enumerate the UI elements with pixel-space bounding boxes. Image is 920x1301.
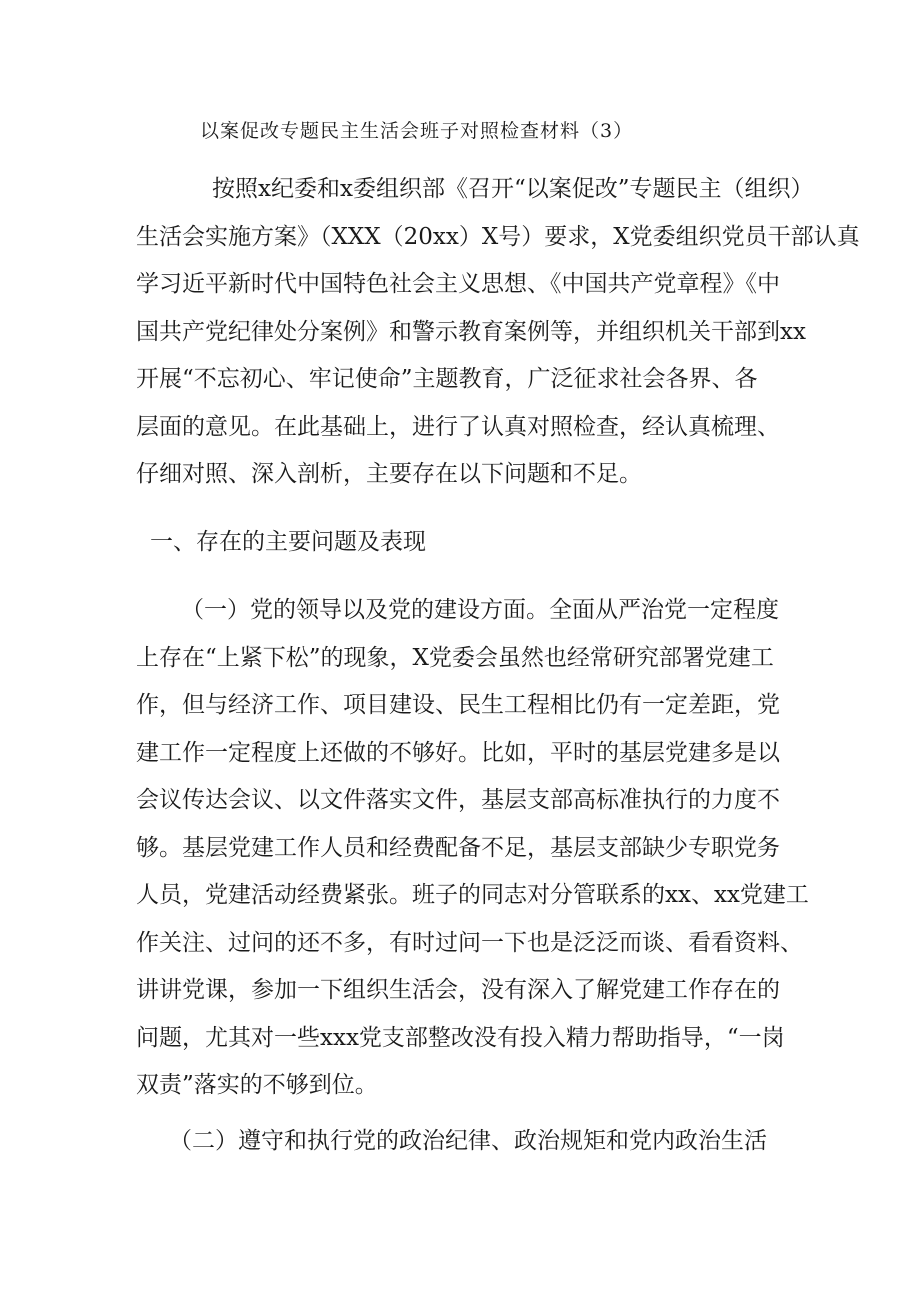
paragraph-line: 讲讲党课，参加一下组织生活会，没有深入了解党建工作存在的	[136, 977, 780, 1003]
paragraph-line: 按照x纪委和x委组织部《召开“以案促改”专题民主（组织）	[212, 176, 814, 202]
paragraph-line: 开展“不忘初心、牢记使命”主题教育，广泛征求社会各界、各	[136, 366, 758, 392]
subsection-1-paragraph	[136, 587, 809, 1110]
paragraph-line: 建工作一定程度上还做的不够好。比如，平时的基层党建多是以	[136, 739, 780, 766]
paragraph-line: 国共产党纪律处分案例》和警示教育案例等，并组织机关干部到xx	[136, 318, 806, 345]
paragraph-line: 层面的意见。在此基础上，进行了认真对照检查，经认真梳理、	[136, 413, 780, 440]
paragraph-line: 学习近平新时代中国特色社会主义思想、《中国共产党章程》《中	[136, 271, 780, 297]
subsection-2-paragraph	[136, 1118, 800, 1166]
paragraph-line: 够。基层党建工作人员和经费配备不足，基层支部缺少专职党务	[136, 834, 780, 861]
paragraph-line: 作，但与经济工作、项目建设、民生工程相比仍有一定差距，党	[136, 692, 780, 718]
paragraph-line: 人员，党建活动经费紧张。班子的同志对分管联系的xx、xx党建工	[136, 882, 809, 908]
paragraph-line: 会议传达会议、以文件落实文件，基层支部高标准执行的力度不	[136, 787, 780, 813]
document-title: 以案促改专题民主生活会班子对照检查材料（3）	[200, 120, 634, 142]
paragraph-line: （一）党的领导以及党的建设方面。全面从严治党一定程度	[181, 597, 779, 623]
paragraph-line: （二）遵守和执行党的政治纪律、政治规矩和党内政治生活	[169, 1128, 767, 1154]
paragraph-line: 作关注、过问的还不多，有时过问一下也是泛泛而谈、看看资料、	[136, 929, 803, 956]
paragraph-line: 问题，尤其对一些xxx党支部整改没有投入精力帮助指导，“一岗	[136, 1024, 785, 1051]
paragraph-line: 仔细对照、深入剖析，主要存在以下问题和不足。	[136, 461, 642, 487]
intro-paragraph	[136, 166, 860, 499]
paragraph-line: 上存在“上紧下松”的现象，X党委会虽然也经常研究部署党建工	[136, 644, 774, 671]
paragraph-line: 双责”落实的不够到位。	[136, 1072, 378, 1098]
paragraph-line: 生活会实施方案》（XXX（20xx）X号）要求，X党委组织党员干部认真	[136, 223, 860, 250]
section-heading: 一、存在的主要问题及表现	[150, 529, 426, 555]
